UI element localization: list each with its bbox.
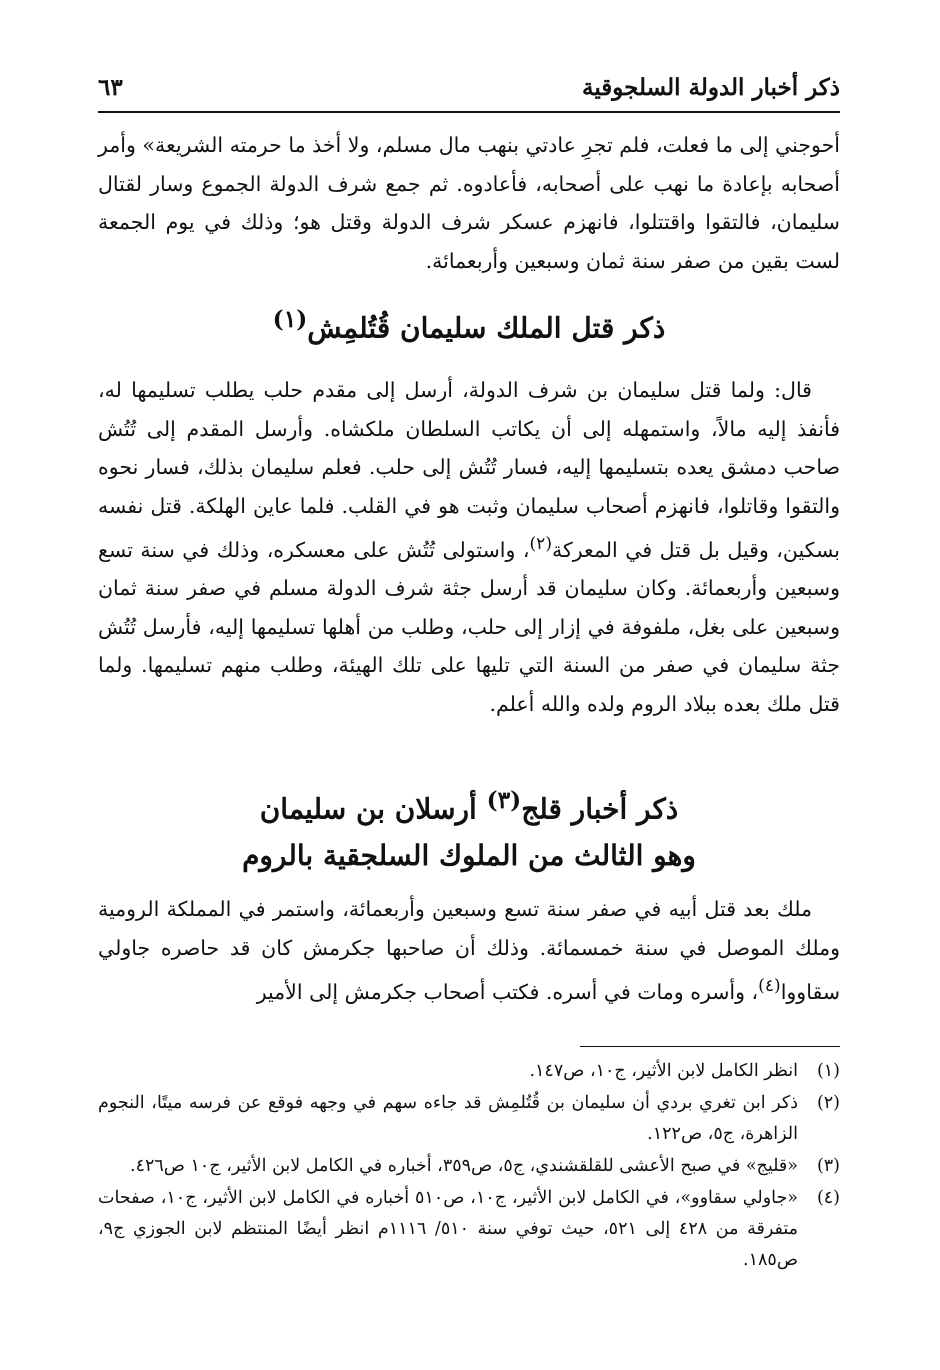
footnote-text: «قليج» في صبح الأعشى للقلقشندي، ج٥، ص٣٥٩، أخباره في الكامل لابن الأثير، ج١٠ ص٤٢٦. xyxy=(130,1156,798,1176)
footnote-item xyxy=(98,1151,840,1182)
paragraph-2 xyxy=(98,371,840,723)
footnote-ref-4: (٤) xyxy=(758,976,781,996)
footnote-mark: (٢) xyxy=(816,1093,840,1113)
footnote-text: انظر الكامل لابن الأثير، ج١٠، ص١٤٧. xyxy=(529,1061,798,1081)
section-heading-2-part-a: ذكر أخبار قلج xyxy=(521,792,679,826)
paragraph-2-part-a: قال: ولما قتل سليمان بن شرف الدولة، أرسل إلى مقدم حلب يطلب تسليمها له، فأنفذ إليه مالاً، واستمهله إلى أن يكاتب السلطان ملكشاه. وأرسل المقدم إلى تُتُش صاحب دمشق يعده بتسليمها إليه، فسار تُتُش إلى حلب. فعلم سليمان بذلك، فسار نحوه والتقوا وقاتلوا، فانهزم أصحاب سليمان وثبت هو في القلب. فلما عاين الهلكة. قتل نفسه بسكين، وقيل بل قتل في المعركة xyxy=(98,378,840,562)
footnote-item xyxy=(98,1183,840,1276)
footnote-mark: (٣) xyxy=(816,1156,840,1176)
section-heading-2-part-b: أرسلان بن سليمان xyxy=(259,792,487,826)
header-rule xyxy=(98,111,840,113)
footnote-item xyxy=(98,1056,840,1087)
footnote-ref-2: (٢) xyxy=(529,534,552,554)
footnotes xyxy=(98,1056,840,1277)
footnote-text: ذكر ابن تغري بردي أن سليمان بن قُتُلمِش قد جاءه سهم في وجهه فوقع عن فرسه ميتًا، النجوم الزاهرة، ج٥، ص١٢٢. xyxy=(98,1093,798,1144)
paragraph-3 xyxy=(98,890,840,1011)
page-header xyxy=(98,70,840,110)
section-heading-1 xyxy=(98,305,840,344)
footnote-separator xyxy=(580,1046,840,1047)
paragraph-2-part-b: ، واستولى تُتُش على معسكره، وذلك في سنة تسع وسبعين وأربعمائة. وكان سليمان قد أرسل جثة شرف الدولة مسلم في صفر سنة ثمان وسبعين على بغل، ملفوفة في إزار إلى حلب، وطلب من أهلها تسليمها إليه، فأرسل تُتُش جثة سليمان في صفر من السنة التي تليها على تلك الهيئة، وطلب منهم تسليمها. ولما قتل ملك بعده ببلاد الروم ولده والله أعلم. xyxy=(98,537,840,716)
section-heading-1-text: ذكر قتل الملك سليمان قُتُلمِش xyxy=(307,311,666,345)
page-number: ٦٣ xyxy=(98,74,123,101)
footnote-ref-3: (٣) xyxy=(486,786,522,814)
paragraph-3-part-a: ملك بعد قتل أبيه في صفر سنة تسع وسبعين وأربعمائة، واستمر في المملكة الرومية وملك الموصل في سنة خمسمائة. وذلك أن صاحبها جكرمش كان قد حاصره جاولي سقاووا xyxy=(98,897,840,1004)
paragraph-3-part-b: ، وأسره ومات في أسره. فكتب أصحاب جكرمش إلى الأمير xyxy=(256,979,759,1004)
footnote-item xyxy=(98,1088,840,1150)
paragraph-1: أحوجني إلى ما فعلت، فلم تجرِ عادتي بنهب مال مسلم، ولا أخذ ما حرمته الشريعة» وأمر أصحابه بإعادة ما نهب على أصحابه، فأعادوه. ثم جمع شرف الدولة الجموع وسار لقتال سليمان، فالتقوا واقتتلوا، فانهزم عسكر شرف الدولة وقتل هو؛ وذلك في يوم الجمعة لست بقين من صفر سنة ثمان وسبعين وأربعمائة. xyxy=(98,133,840,273)
footnote-ref-1: (١) xyxy=(272,305,308,333)
footnote-text: «جاولي سقاوو»، في الكامل لابن الأثير، ج١٠، ص٥١٠ أخباره في الكامل لابن الأثير، ج١٠، صفحات متفرقة من ٤٢٨ إلى ٥٢١، حيث توفي سنة ٥١٠/ ١١١٦م انظر أيضًا المنتظم لابن الجوزي ج٩، ص١٨٥. xyxy=(98,1188,799,1270)
running-title: ذكر أخبار الدولة السلجوقية xyxy=(581,74,840,101)
footnote-mark: (٤) xyxy=(816,1188,840,1208)
footnote-mark: (١) xyxy=(816,1061,840,1081)
section-heading-2-line-1 xyxy=(98,786,840,825)
section-heading-2-line-2: وهو الثالث من الملوك السلجقية بالروم xyxy=(242,839,696,872)
